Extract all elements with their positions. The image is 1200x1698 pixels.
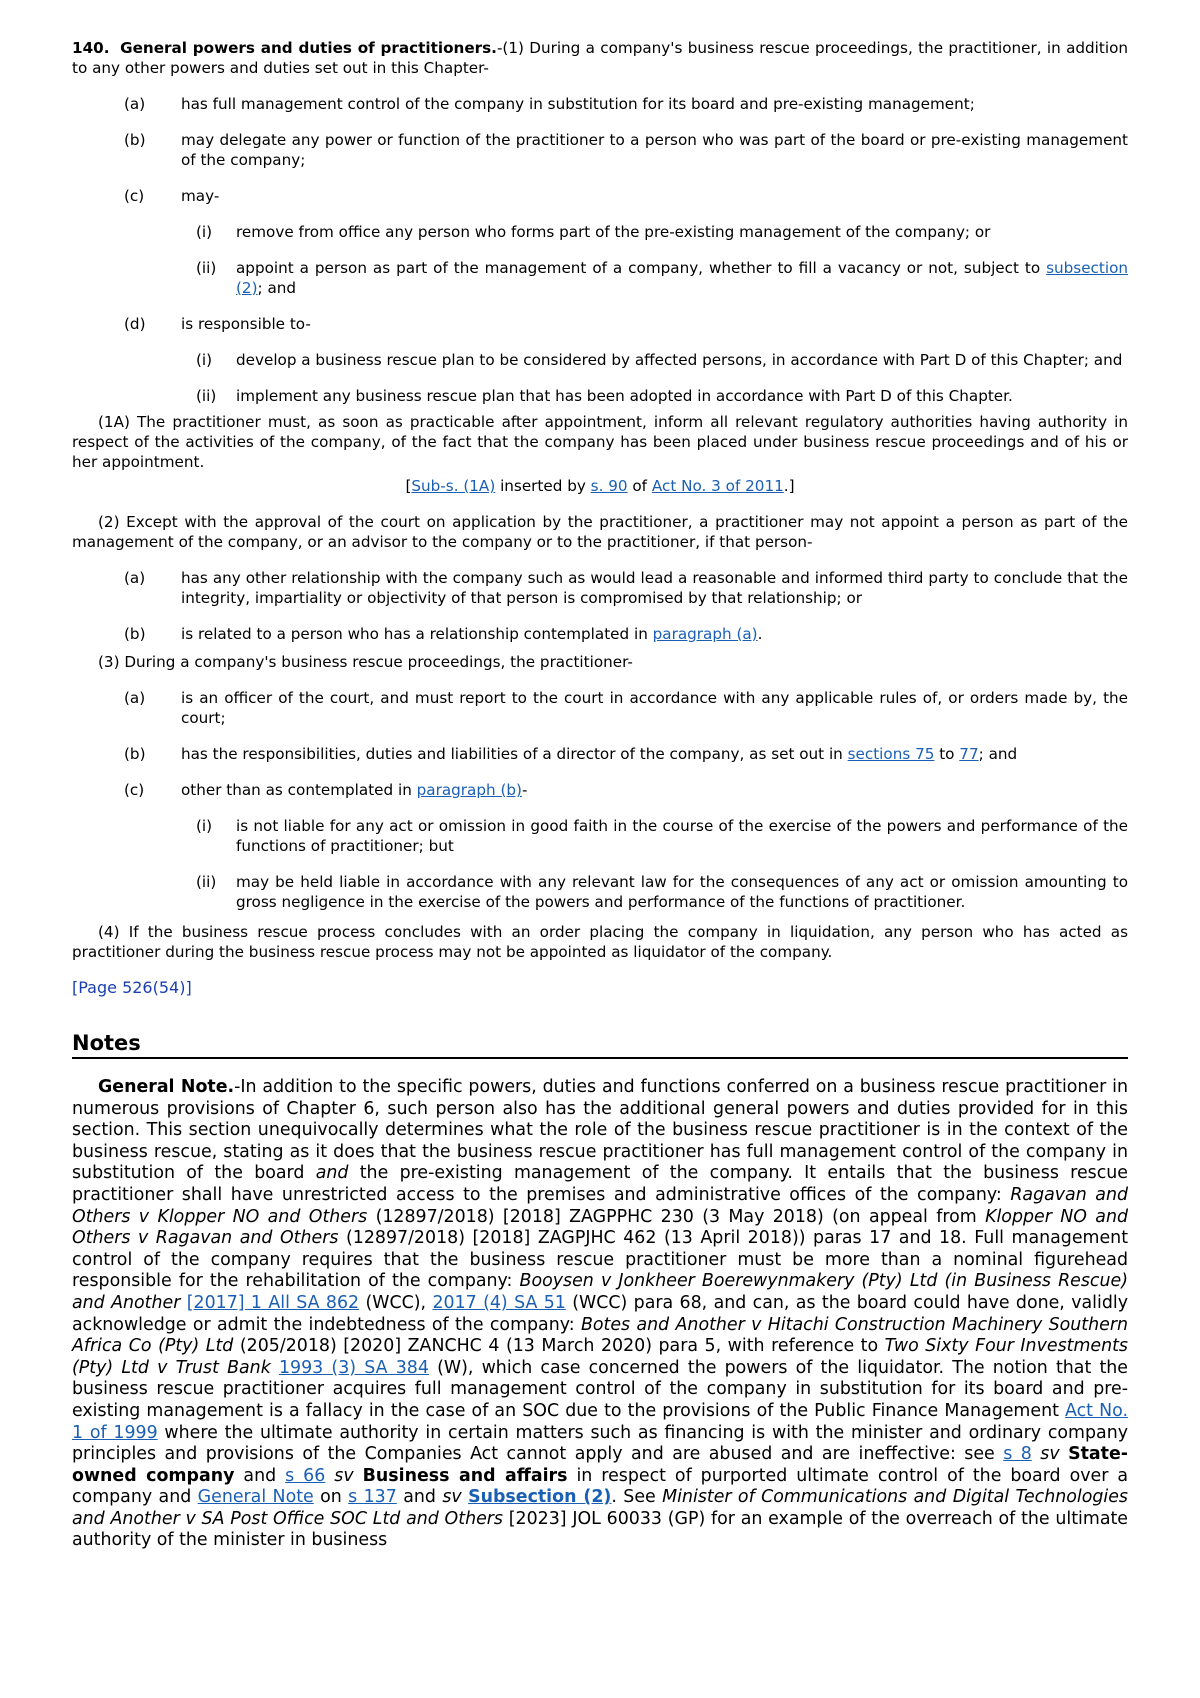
subsection-3-paragraph-a: [72, 688, 1128, 728]
section-number: 140.: [72, 39, 110, 57]
item-label: (i): [196, 223, 213, 241]
note-italic: and: [315, 1163, 349, 1184]
act-3-of-2011-link[interactable]: Act No. 3 of 2011: [651, 477, 784, 495]
item-label: (ii): [196, 259, 217, 277]
subsection-2-link[interactable]: Subsection (2): [468, 1487, 612, 1508]
section-77-link[interactable]: 77: [959, 745, 979, 763]
subsection-3-c-i: [72, 816, 1128, 856]
note-text: (205/2018) [2020] ZANCHC 4 (13 March 2020) para 5, with reference to: [233, 1336, 885, 1357]
note-italic: sv: [442, 1487, 462, 1508]
item-label: (c): [124, 187, 145, 205]
case-name: Booysen v Jonkheer Boerewynmakery (Pty) Ltd (in Business Rescue) and Another: [72, 1271, 1128, 1313]
subsection-4: (4) If the business rescue process concludes with an order placing the company in liquidation, any person who has acted as practitioner during the business rescue process may not be appointed as liquidator of the company.: [72, 923, 1128, 961]
sub-s-1A-link[interactable]: Sub-s. (1A): [411, 477, 496, 495]
subsection-2-link[interactable]: subsection (2): [236, 259, 1128, 297]
case-name: Botes and Another v Hitachi Construction Machinery Southern Africa Co (Pty) Ltd: [72, 1314, 1128, 1357]
item-label: (a): [124, 569, 146, 587]
s-90-link[interactable]: s. 90: [590, 477, 628, 495]
note-bold: State-owned company: [72, 1444, 1128, 1486]
section-heading: General powers and duties of practitioners.: [120, 39, 497, 57]
note-text: (WCC),: [359, 1292, 433, 1313]
subsection-3-c-ii: [72, 872, 1128, 912]
citation-link[interactable]: 1993 (3) SA 384: [278, 1357, 429, 1378]
act-link[interactable]: Act No. 1 of 1999: [72, 1400, 1128, 1443]
note-text: the pre-existing management of the company. It entails that the business rescue practitioner shall have unrestricted access to the premises and administrative offices of the company:: [72, 1163, 1128, 1205]
subsection-1-c-i: [72, 222, 1128, 242]
item-label: (i): [196, 817, 213, 835]
section-66-link[interactable]: s 66: [285, 1465, 326, 1486]
item-text: develop a business rescue plan to be considered by affected persons, in accordance with Part D of this Chapter; and: [236, 351, 1123, 369]
subsection-1-paragraph-d: [72, 314, 1128, 334]
note-text: [2023] JOL 60033 (GP) for an example of the overreach of the ultimate authority of the minister in business: [72, 1508, 1128, 1551]
subsection-1-paragraph-b: [72, 130, 1128, 170]
subsection-2: (2) Except with the approval of the court on application by the practitioner, a practitioner may not appoint a person as part of the management of the company, or an advisor to the company or to the practitioner, if that person-: [72, 513, 1128, 551]
item-label: (c): [124, 781, 145, 799]
bracket-open: [: [405, 477, 412, 495]
subsection-1-c-ii: [72, 258, 1128, 298]
amend-text: inserted by: [495, 477, 591, 495]
paragraph-a-link[interactable]: paragraph (a): [652, 625, 758, 643]
subsection-1-paragraph-a: [72, 94, 1128, 114]
bracket-close: .]: [783, 477, 795, 495]
item-text: other than as contemplated in: [181, 781, 417, 799]
page-reference: [Page 526(54)]: [72, 978, 192, 997]
amendment-note: [72, 476, 1128, 496]
item-label: (b): [124, 131, 146, 149]
note-italic: sv: [1031, 1444, 1069, 1465]
item-text: may delegate any power or function of the practitioner to a person who was part of the board or pre-existing management of the company;: [181, 131, 1128, 169]
note-bold: Business and affairs: [362, 1465, 568, 1486]
item-text: has any other relationship with the company such as would lead a reasonable and informed third party to conclude that the integrity, impartiality or objectivity of that person is compromised by that relationship; or: [181, 569, 1128, 607]
paragraph-b-link[interactable]: paragraph (b): [416, 781, 522, 799]
item-text: has the responsibilities, duties and liabilities of a director of the company, as set out in: [181, 745, 848, 763]
item-label: (a): [124, 689, 146, 707]
citation-link[interactable]: 2017 (4) SA 51: [432, 1292, 566, 1313]
citation-link[interactable]: [2017] 1 All SA 862: [186, 1292, 360, 1313]
subsection-1A: (1A) The practitioner must, as soon as practicable after appointment, inform all relevant regulatory authorities having authority in respect of the activities of the company, of the fact that the company has been placed under business rescue proceedings and of his or her appointment.: [72, 413, 1128, 471]
section-140-intro: [72, 38, 1128, 78]
item-text: is an officer of the court, and must report to the court in accordance with any applicable rules of, or orders made by, the court;: [181, 689, 1128, 727]
note-italic: sv: [325, 1465, 363, 1486]
case-name: Klopper NO and Others v Ragavan and Others: [72, 1206, 1129, 1249]
subsection-3-paragraph-b: [72, 744, 1128, 764]
section-intro-text: -(1) During a company's business rescue proceedings, the practitioner, in addition to any other powers and duties set out in this Chapter-: [72, 39, 1128, 77]
item-text: may be held liable in accordance with any relevant law for the consequences of any act or omission amounting to gross negligence in the exercise of the powers and performance of the functions of practitioner.: [236, 873, 1128, 911]
item-text: may-: [181, 187, 220, 205]
subsection-1-paragraph-c: [72, 186, 1128, 206]
item-text: remove from office any person who forms part of the pre-existing management of the company; or: [236, 223, 991, 241]
item-text-after: -: [521, 781, 528, 799]
note-text: -In addition to the specific powers, duties and functions conferred on a business rescue practitioner in numerous provisions of Chapter 6, such person also has the additional general powers and duties provided for in this section. This section unequivocally determines what the role of the business rescue practitioner is in the context of the business rescue, stating as it does that the business rescue practitioner has full management control of the company in substitution of the board: [72, 1077, 1128, 1184]
notes-heading: Notes: [72, 1031, 1128, 1059]
item-text: is responsible to-: [181, 315, 311, 333]
item-label: (ii): [196, 873, 217, 891]
case-name: Two Sixty Four Investments (Pty) Ltd v Trust Bank: [72, 1336, 1128, 1378]
subsection-1-d-i: [72, 350, 1128, 370]
item-label: (i): [196, 351, 213, 369]
general-note-label: General Note.: [98, 1077, 235, 1097]
item-label: (b): [124, 625, 146, 643]
note-text: and: [396, 1487, 443, 1508]
item-text: is not liable for any act or omission in good faith in the course of the exercise of the powers and performance of the functions of practitioner; but: [236, 817, 1128, 855]
section-8-link[interactable]: s 8: [1003, 1444, 1032, 1465]
item-label: (a): [124, 95, 146, 113]
subsection-3: (3) During a company's business rescue proceedings, the practitioner-: [98, 653, 633, 671]
item-label: (d): [124, 315, 146, 333]
item-text: has full management control of the company in substitution for its board and pre-existing management;: [181, 95, 975, 113]
item-text-after: ; and: [978, 745, 1018, 763]
note-text: and: [234, 1465, 286, 1486]
subsection-1-d-ii: [72, 386, 1128, 406]
note-text: (12897/2018) [2018] ZAGPJHC 462 (13 April 2018)) paras 17 and 18. Full management control of the company requires that the business rescue practitioner must be more than a nominal figurehead responsible for the rehabilitation of the company:: [72, 1228, 1129, 1292]
case-name: Ragavan and Others v Klopper NO and Others: [72, 1184, 1128, 1227]
sections-75-link[interactable]: sections 75: [847, 745, 935, 763]
item-text: is related to a person who has a relationship contemplated in: [181, 625, 653, 643]
section-137-link[interactable]: s 137: [348, 1487, 397, 1508]
case-name: Minister of Communications and Digital Technologies and Another v SA Post Office SOC Ltd and Others: [72, 1487, 1128, 1529]
note-text: . See: [611, 1487, 663, 1508]
note-text: [271, 1358, 279, 1378]
subsection-2-paragraph-b: [72, 624, 1128, 644]
note-text: on: [313, 1487, 349, 1508]
item-label: (b): [124, 745, 146, 763]
item-text-after: .: [757, 625, 763, 643]
note-text: (12897/2018) [2018] ZAGPPHC 230 (3 May 2018) (on appeal from: [367, 1206, 986, 1227]
item-text: implement any business rescue plan that has been adopted in accordance with Part D of this Chapter.: [236, 387, 1013, 405]
note-text: where the ultimate authority in certain matters such as financing is with the minister and ordinary company principles and provisions of the Companies Act cannot apply and are abused and are ineffective: see: [72, 1422, 1129, 1465]
amend-text: of: [627, 477, 652, 495]
note-text: (W), which case concerned the powers of the liquidator. The notion that the business rescue practitioner acquires full management control of the company in substitution for its board and pre-existing management is a fallacy in the case of an SOC due to the provisions of the Public Finance Management: [72, 1357, 1129, 1421]
item-text-after: ; and: [257, 279, 297, 297]
item-label: (ii): [196, 387, 217, 405]
document-page: [72, 38, 1128, 1552]
item-text-mid: to: [934, 745, 960, 763]
general-note: [72, 1077, 1128, 1552]
subsection-3-paragraph-c: [72, 780, 1128, 800]
subsection-2-paragraph-a: [72, 568, 1128, 608]
item-text: appoint a person as part of the management of a company, whether to fill a vacancy or not, subject to: [236, 259, 1047, 277]
general-note-link[interactable]: General Note: [197, 1487, 314, 1508]
note-text: in respect of purported ultimate control of the board over a company and: [72, 1465, 1128, 1508]
note-text: (WCC) para 68, and can, as the board could have done, validly acknowledge or admit the indebtedness of the company:: [72, 1292, 1128, 1335]
